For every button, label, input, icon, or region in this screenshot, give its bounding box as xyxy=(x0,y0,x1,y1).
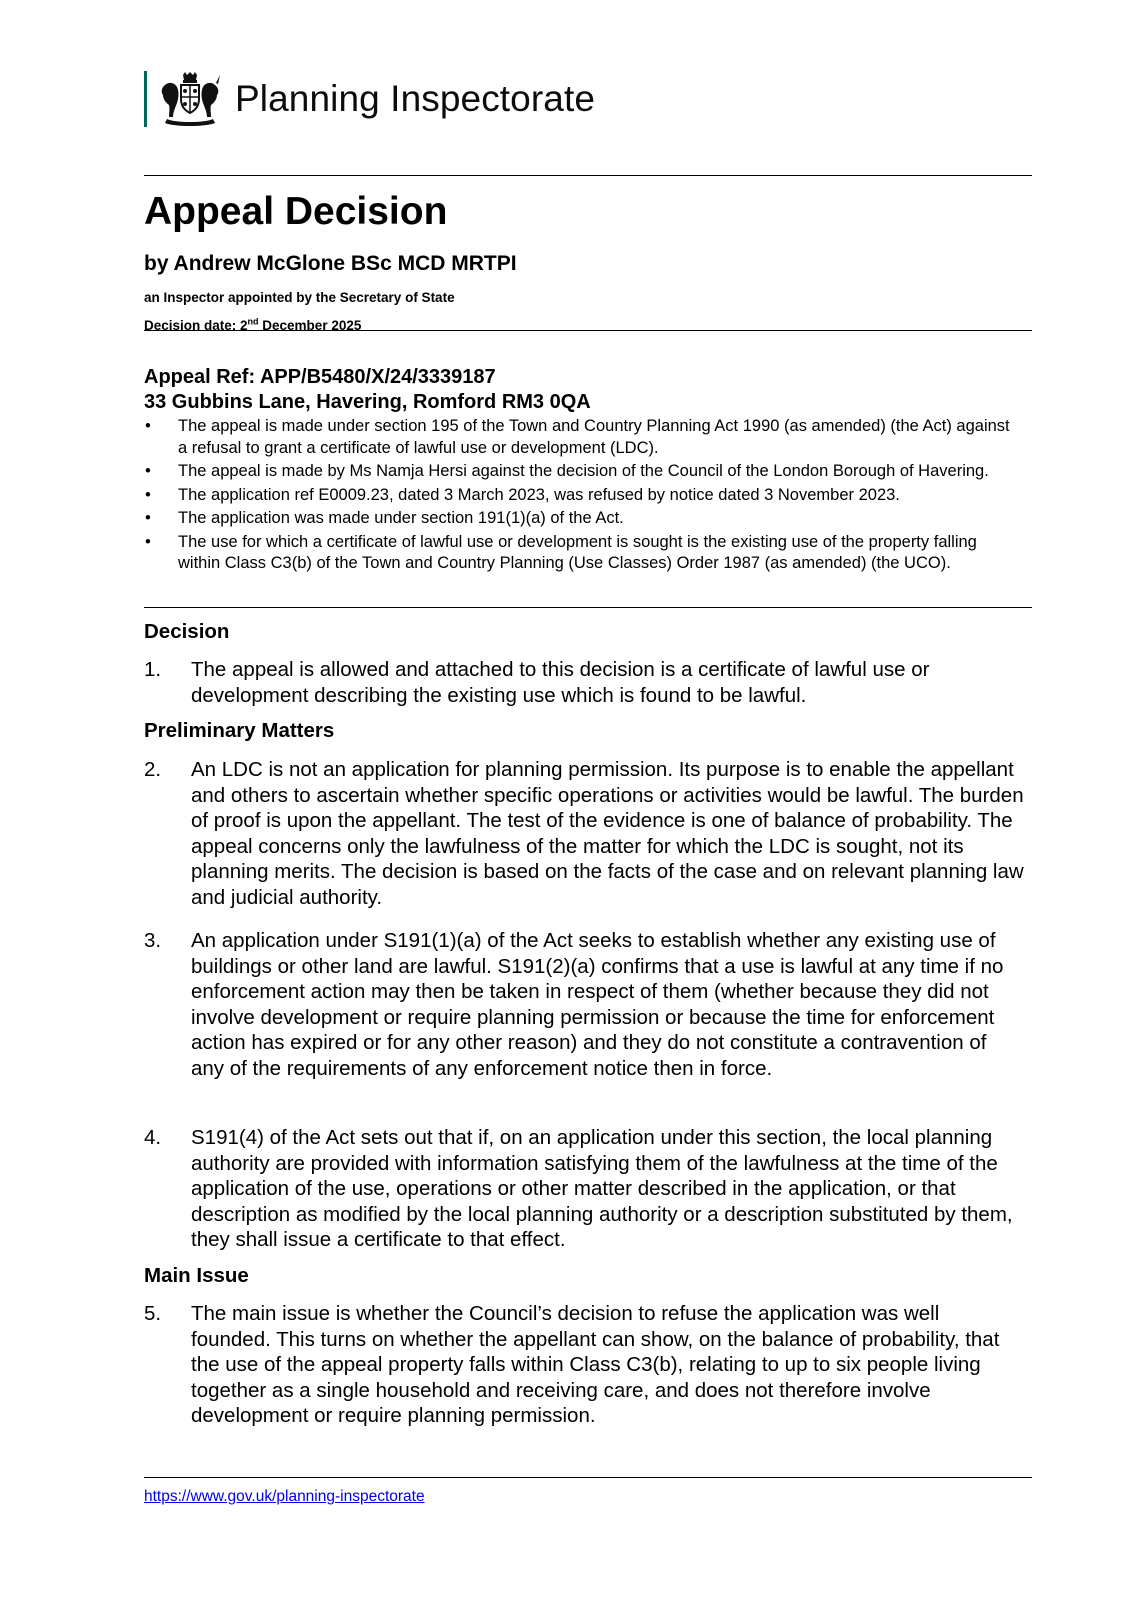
footer-divider xyxy=(144,1477,1032,1478)
header-logo xyxy=(144,70,595,128)
summary-text: The application ref E0009.23, dated 3 March 2023, was refused by notice dated 3 November 2023. xyxy=(178,485,900,504)
paragraph-4 xyxy=(144,1125,1024,1253)
paragraph-text: The main issue is whether the Council’s decision to refuse the application was well founded. This turns on whether the appellant can show, on the balance of probability, that the use of the appeal property falls within Class C3(b), relating to up to six people living together as a single household and receiving care, and does not therefore involve development or require planning permission. xyxy=(191,1302,1000,1427)
site-address: 33 Gubbins Lane, Havering, Romford RM3 0QA xyxy=(144,391,591,413)
heading-main-issue: Main Issue xyxy=(144,1264,249,1287)
bullet: • xyxy=(145,417,151,435)
summary-text: The application was made under section 191(1)(a) of the Act. xyxy=(178,509,624,527)
paragraph-5 xyxy=(144,1301,1024,1429)
paragraph-text: The appeal is allowed and attached to this decision is a certificate of lawful use or development describing the existing use which is found to be lawful. xyxy=(191,658,930,707)
appeal-summary-list xyxy=(144,416,1014,577)
decision-date-rest: December 2025 xyxy=(258,318,362,333)
bullet: • xyxy=(145,532,151,551)
paragraph-number: 5. xyxy=(144,1302,162,1325)
organisation-name: Planning Inspectorate xyxy=(235,78,596,119)
decision-date-suffix: nd xyxy=(247,316,259,327)
paragraph-number: 3. xyxy=(144,929,162,952)
inspector-name: by Andrew McGlone BSc MCD MRTPI xyxy=(144,252,517,275)
summary-text: The use for which a certificate of lawful use or development is sought is the existing use of the property falling within Class C3(b) of the Town and Country Planning (Use Classes) Order 1987 (as amended) (the UCO). xyxy=(178,532,977,572)
bullet: • xyxy=(145,509,151,527)
header-divider xyxy=(144,175,1032,176)
bullet: • xyxy=(145,485,151,504)
list-item xyxy=(144,485,1014,507)
paragraph-number: 1. xyxy=(144,658,162,681)
page-title: Appeal Decision xyxy=(144,190,448,233)
summary-text: The appeal is made by Ms Namja Hersi against the decision of the Council of the London Borough of Havering. xyxy=(178,462,989,480)
logo-accent-bar xyxy=(144,71,147,127)
list-item xyxy=(144,532,1014,575)
list-item xyxy=(144,416,1014,459)
inspector-appointment: an Inspector appointed by the Secretary of State xyxy=(144,290,455,305)
heading-preliminary-matters: Preliminary Matters xyxy=(144,719,335,742)
summary-divider xyxy=(144,607,1032,608)
paragraph-3 xyxy=(144,928,1024,1081)
paragraph-text: An application under S191(1)(a) of the Act seeks to establish whether any existing use of buildings or other land are lawful. S191(2)(a) confirms that a use is lawful at any time if no enforcement action may then be taken in respect of them (whether because they did not involve development or require planning permission or because the time for enforcement action has expired or for any other reason) and they do not constitute a contravention of any of the requirements of any enforcement notice then in force. xyxy=(191,929,1004,1080)
list-item xyxy=(144,508,1014,530)
footer-website-link[interactable]: https://www.gov.uk/planning-inspectorate xyxy=(144,1488,425,1505)
decision-date-label: Decision date: 2 xyxy=(144,318,248,333)
paragraph-number: 2. xyxy=(144,758,162,781)
list-item xyxy=(144,461,1014,483)
title-divider xyxy=(144,330,1032,331)
paragraph-text: An LDC is not an application for planning permission. Its purpose is to enable the appellant and others to ascertain whether specific operations or activities would be lawful. The burden of proof is upon the appellant. The test of the evidence is one of balance of probability. The appeal concerns only the lawfulness of the matter for which the LDC is sought, not its planning merits. The decision is based on the facts of the case and on relevant planning law and judicial authority. xyxy=(191,758,1024,909)
royal-crest-icon xyxy=(159,71,221,127)
paragraph-1 xyxy=(144,657,1024,708)
paragraph-number: 4. xyxy=(144,1126,162,1149)
appeal-reference: Appeal Ref: APP/B5480/X/24/3339187 xyxy=(144,366,496,388)
summary-text: The appeal is made under section 195 of the Town and Country Planning Act 1990 (as amended) (the Act) against a refusal to grant a certificate of lawful use or development (LDC). xyxy=(178,417,1010,457)
heading-decision: Decision xyxy=(144,620,230,643)
paragraph-text: S191(4) of the Act sets out that if, on an application under this section, the local planning authority are provided with information satisfying them of the lawfulness at the time of the application of the use, operations or other matter described in the application, or that description as modified by the local planning authority or a description substituted by them, they shall issue a certificate to that effect. xyxy=(191,1126,1013,1251)
bullet: • xyxy=(145,462,151,480)
paragraph-2 xyxy=(144,757,1024,910)
